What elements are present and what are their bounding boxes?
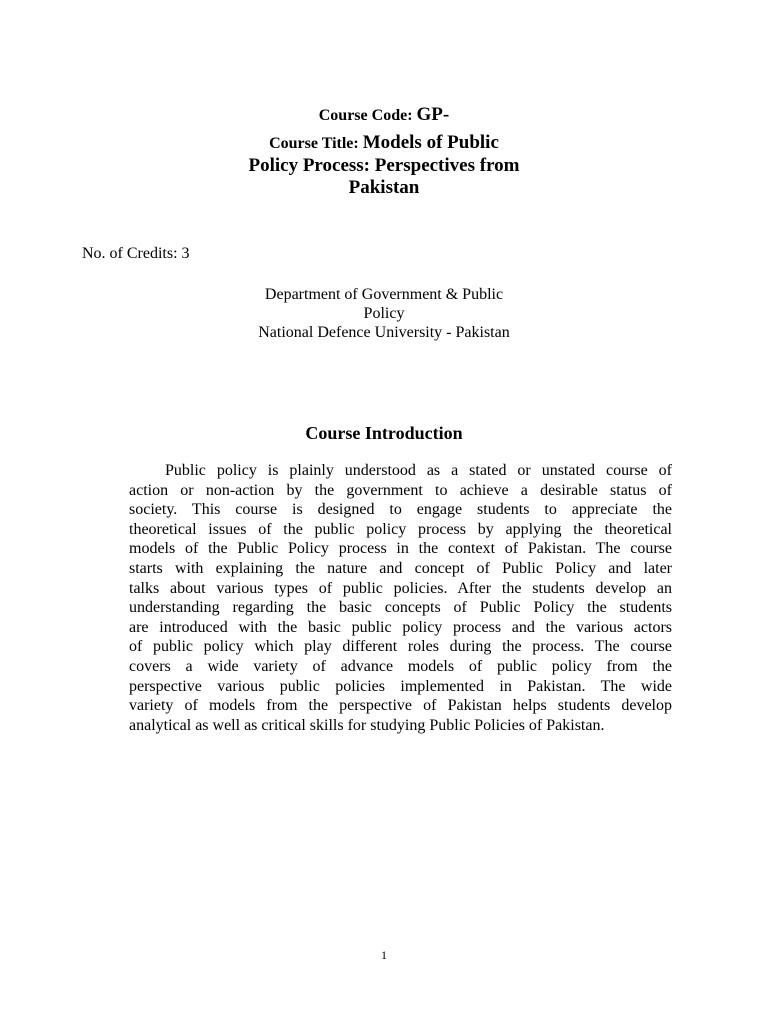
page-number: 1 — [381, 948, 387, 962]
course-title-text: Policy Process: Perspectives from — [248, 155, 520, 176]
paragraph-line: understanding regarding the basic concepts of Public Policy the students — [129, 599, 672, 617]
paragraph-line: variety of models from the perspective of Pakistan helps students develop — [129, 697, 672, 715]
course-code-value: GP- — [416, 104, 450, 125]
course-title-text: Pakistan — [348, 177, 420, 198]
paragraph-line: talks about various types of public policies. After the students develop an — [129, 579, 672, 597]
course-code-label: Course Code: — [318, 107, 417, 124]
credits-line: No. of Credits: 3 — [82, 245, 190, 262]
paragraph-line: starts with explaining the nature and concept of Public Policy and later — [129, 559, 672, 577]
course-title-label: Course Title: — [269, 135, 363, 152]
paragraph-line: of public policy which play different roles during the process. The course — [129, 638, 672, 656]
paragraph-line: society. This course is designed to engage students to appreciate the — [129, 501, 672, 519]
course-title-line — [0, 132, 768, 155]
course-introduction-heading: Course Introduction — [305, 423, 463, 443]
paragraph-line: Public policy is plainly understood as a stated or unstated course of — [165, 462, 672, 479]
paragraph-line: covers a wide variety of advance models of public policy from the — [129, 657, 672, 675]
university-line: National Defence University - Pakistan — [258, 324, 510, 341]
course-title-text: Models of Public — [362, 132, 499, 153]
department-line: Policy — [363, 305, 405, 322]
department-block — [0, 285, 768, 342]
paragraph-line: are introduced with the basic public policy process and the various actors — [129, 618, 672, 636]
paragraph-line: models of the Public Policy process in the context of Pakistan. The course — [129, 540, 672, 558]
paragraph-line: analytical as well as critical skills for studying Public Policies of Pakistan. — [129, 716, 605, 734]
course-code — [0, 103, 768, 128]
department-line: Department of Government & Public — [264, 286, 504, 303]
paragraph-line: perspective various public policies implemented in Pakistan. The wide — [129, 677, 672, 695]
paragraph-line: theoretical issues of the public policy process by applying the theoretical — [129, 520, 672, 538]
paragraph-line: action or non-action by the government to achieve a desirable status of — [129, 481, 672, 499]
course-introduction-paragraph — [129, 461, 672, 735]
course-title — [0, 132, 768, 199]
